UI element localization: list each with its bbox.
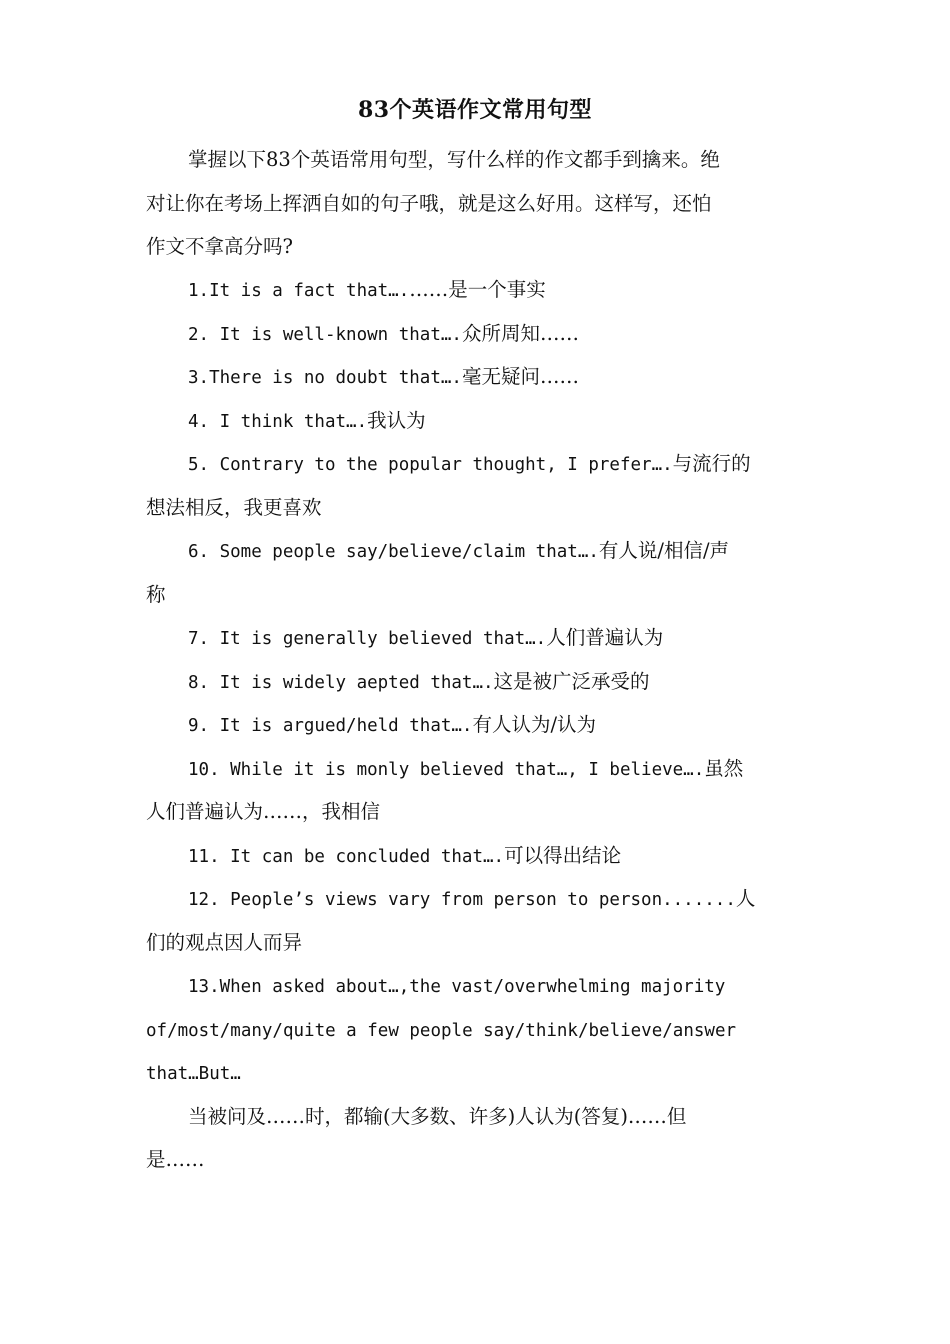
sentence-item-10-continued [146,790,810,834]
sentence-zh: 可以得出结论 [504,843,622,867]
sentence-item-13-continued [146,1008,810,1052]
sentence-item-8 [146,660,810,704]
sentence-zh: 人 [735,887,756,910]
sentence-zh: 众所周知…… [461,321,579,345]
sentence-en: 5. Contrary to the popular thought, I prefer…. [188,455,673,475]
closing-line: 是…… [146,1148,205,1171]
sentence-zh: 称 [146,582,166,606]
sentence-item-12 [146,877,810,921]
sentence-item-3 [146,355,810,399]
sentence-item-10 [146,747,810,791]
sentence-en: that…But… [146,1064,241,1084]
sentence-item-7 [146,616,810,660]
sentence-en: 12. People’s views vary from person to person....... [188,890,736,910]
intro-line: 对让你在考场上挥洒自如的句子哦，就是这么好用。这样写，还怕 [146,191,712,215]
sentence-zh: 有人认为/认为 [472,713,597,736]
sentence-item-11 [146,834,810,878]
sentence-zh: 人们普遍认为……，我相信 [146,800,381,823]
sentence-zh: 我认为 [367,408,426,432]
sentence-item-6 [146,529,810,573]
sentence-en: 3.There is no doubt that…. [188,368,462,388]
sentence-zh: 有人说/相信/声 [598,539,730,562]
intro-line: 作文不拿高分吗? [146,235,293,258]
sentence-en: 10. While it is monly believed that…, I believe…. [188,759,705,780]
sentence-en: 7. It is generally believed that…. [188,629,547,649]
intro-line: 掌握以下83个英语常用句型，写什么样的作文都手到擒来。绝 [188,148,720,171]
sentence-en: 11. It can be concluded that…. [188,846,505,867]
sentence-zh: 虽然 [704,756,744,780]
sentence-zh: 与流行的 [672,452,751,475]
sentence-zh: 毫无疑问…… [461,365,579,388]
sentence-zh: 这是被广泛承受的 [493,669,650,693]
sentence-en: 2. It is well-known that…. [188,324,462,345]
sentence-en: of/most/many/quite a few people say/think/believe/answer [146,1020,737,1041]
closing-line: 当被问及……时，都输(大多数、许多)人认为(答复)……但 [188,1104,687,1128]
sentence-item-2 [146,312,810,356]
sentence-zh: 想法相反，我更喜欢 [146,495,322,519]
sentence-en: 9. It is argued/held that…. [188,716,473,736]
sentence-item-9 [146,703,810,747]
document-title: 83个英语作文常用句型 [357,97,593,123]
intro-paragraph [146,138,810,269]
sentence-en: 4. I think that…. [188,411,368,432]
sentence-zh: ……是一个事实 [409,278,546,301]
sentence-en: 8. It is widely aepted that…. [188,672,494,693]
sentence-item-12-continued [146,921,810,965]
sentence-item-5-continued [146,486,810,530]
sentence-en: 1.It is a fact that…. [188,281,410,301]
sentence-zh: 们的观点因人而异 [146,930,303,954]
sentence-item-6-continued [146,573,810,617]
sentence-item-5 [146,442,810,486]
sentence-item-1 [146,268,810,312]
sentence-item-4 [146,399,810,443]
sentence-list [146,268,810,1182]
sentence-item-13-continued [146,1051,810,1095]
sentence-en: 13.When asked about…,the vast/overwhelming majority [188,977,726,997]
sentence-en: 6. Some people say/believe/claim that…. [188,542,599,562]
sentence-item-13 [146,964,810,1008]
sentence-zh: 人们普遍认为 [546,626,664,649]
